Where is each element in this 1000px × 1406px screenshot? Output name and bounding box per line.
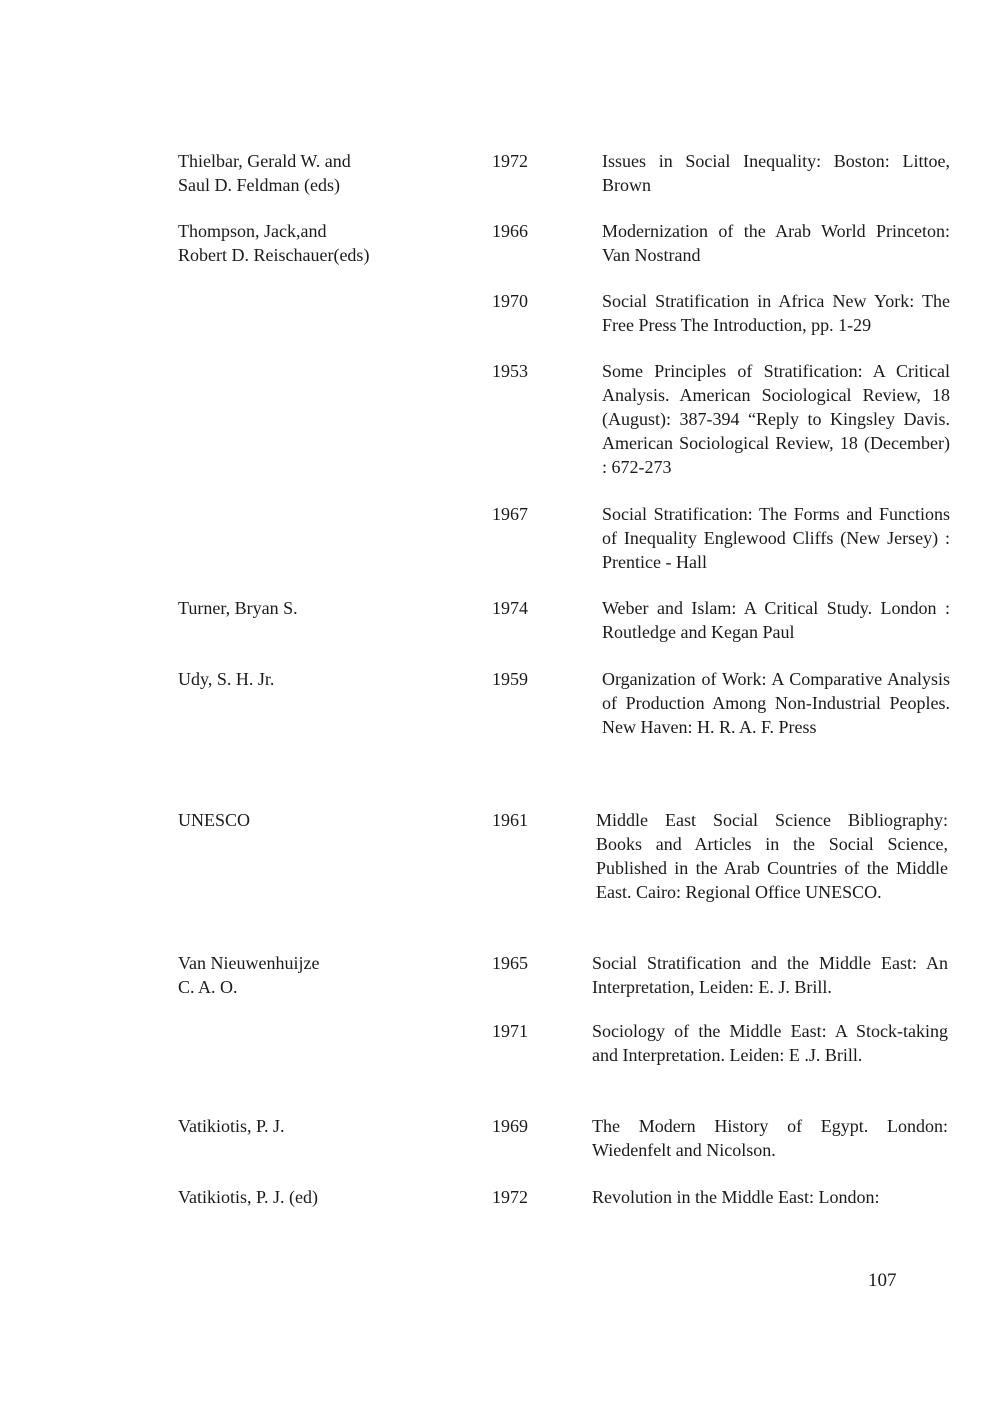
page-number: 107 bbox=[868, 1270, 897, 1291]
entry-title: Social Stratification and the Middle East: An Interpretation, Leiden: E. J. Brill. bbox=[592, 953, 948, 997]
entry-title: Organization of Work: A Comparative Analysis of Production Among Non-Industrial Peoples. New Haven: H. R. A. F. Press bbox=[602, 669, 950, 737]
entry-year: 1972 bbox=[492, 151, 528, 171]
entry-author: Thielbar, Gerald W. and Saul D. Feldman (eds) bbox=[178, 151, 351, 195]
entry-year: 1974 bbox=[492, 598, 528, 618]
entry-year: 1967 bbox=[492, 504, 528, 524]
entry-title: Revolution in the Middle East: London: bbox=[592, 1187, 880, 1207]
entry-author: Vatikiotis, P. J. bbox=[178, 1116, 285, 1136]
entry-title: The Modern History of Egypt. London: Wiedenfelt and Nicolson. bbox=[592, 1116, 948, 1160]
entry-title: Some Principles of Stratification: A Critical Analysis. American Sociological Review, 18 (August): 387-394 “Reply to Kingsley Davis. American Sociological Review, 18 (December) : 672-273 bbox=[602, 361, 950, 477]
entry-author: UNESCO bbox=[178, 810, 251, 830]
entry-title: Sociology of the Middle East: A Stock-taking and Interpretation. Leiden: E .J. Brill. bbox=[592, 1021, 948, 1065]
entry-year: 1953 bbox=[492, 361, 528, 381]
entry-title: Social Stratification: The Forms and Functions of Inequality Englewood Cliffs (New Jersey) : Prentice - Hall bbox=[602, 504, 950, 572]
entry-author: Van Nieuwenhuijze C. A. O. bbox=[178, 953, 320, 997]
entry-year: 1970 bbox=[492, 291, 528, 311]
entry-year: 1972 bbox=[492, 1187, 528, 1207]
entry-year: 1959 bbox=[492, 669, 528, 689]
entry-title: Middle East Social Science Bibliography: Books and Articles in the Social Science, Published in the Arab Countries of the Middle East. Cairo: Regional Office UNESCO. bbox=[596, 810, 948, 902]
entry-author: Turner, Bryan S. bbox=[178, 598, 298, 618]
entry-title: Modernization of the Arab World Princeton: Van Nostrand bbox=[602, 221, 950, 265]
entry-author: Vatikiotis, P. J. (ed) bbox=[178, 1187, 319, 1207]
entry-author: Udy, S. H. Jr. bbox=[178, 669, 275, 689]
entry-year: 1965 bbox=[492, 953, 528, 973]
entry-author: Thompson, Jack,and Robert D. Reischauer(eds) bbox=[178, 221, 370, 265]
entry-year: 1966 bbox=[492, 221, 528, 241]
entry-title: Weber and Islam: A Critical Study. London : Routledge and Kegan Paul bbox=[602, 598, 950, 642]
entry-title: Issues in Social Inequality: Boston: Littoe, Brown bbox=[602, 151, 950, 195]
entry-year: 1961 bbox=[492, 810, 528, 830]
entry-year: 1971 bbox=[492, 1021, 528, 1041]
entry-year: 1969 bbox=[492, 1116, 528, 1136]
entry-title: Social Stratification in Africa New York: The Free Press The Introduction, pp. 1-29 bbox=[602, 291, 950, 335]
